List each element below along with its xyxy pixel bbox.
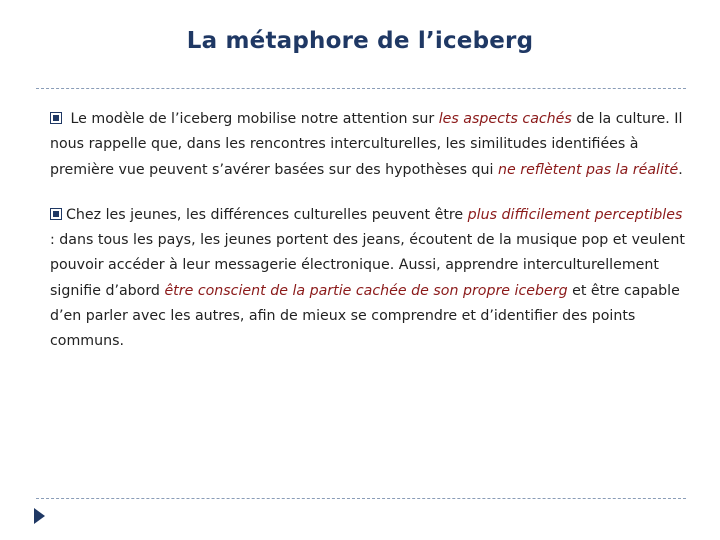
bottom-dashed-rule	[36, 498, 686, 499]
play-arrow-icon[interactable]	[34, 508, 45, 524]
slide-content	[50, 107, 690, 355]
paragraph-2-emphasis-1: plus difficilement perceptibles	[467, 206, 683, 223]
paragraph-1-emphasis-2: ne reflètent pas la réalité	[498, 161, 679, 178]
paragraph-1-text-2: de la culture. Il nous rappelle que, dans les rencontres interculturelles, les similitudes identifiées à première vue peuvent s’avérer basées sur des hypothèses qui	[50, 111, 683, 178]
paragraph-2-text-2: : dans tous les pays, les jeunes portent des jeans, écoutent de la musique pop et veulent pouvoir accéder à leur messagerie électronique. Aussi, apprendre interculturellement signifie d’abord	[50, 232, 685, 299]
paragraph-1-text-3: .	[678, 161, 683, 178]
paragraph-2-text-1: Chez les jeunes, les différences culturelles peuvent être	[66, 206, 468, 223]
paragraph-2-emphasis-2: être conscient de la partie cachée de son propre iceberg	[164, 282, 568, 299]
paragraph-2-text-3: et être capable d’en parler avec les autres, afin de mieux se comprendre et d’identifier des points communs.	[50, 282, 680, 350]
paragraph-1-emphasis-1: les aspects cachés	[438, 111, 572, 127]
paragraph-1	[50, 107, 690, 183]
top-dashed-rule	[36, 88, 686, 89]
paragraph-1-text-1: Le modèle de l’iceberg mobilise notre attention sur	[66, 111, 439, 127]
square-bullet-icon	[50, 208, 62, 220]
slide-title: La métaphore de l’iceberg	[186, 28, 534, 54]
paragraph-2	[50, 203, 690, 355]
square-bullet-icon	[50, 112, 62, 124]
